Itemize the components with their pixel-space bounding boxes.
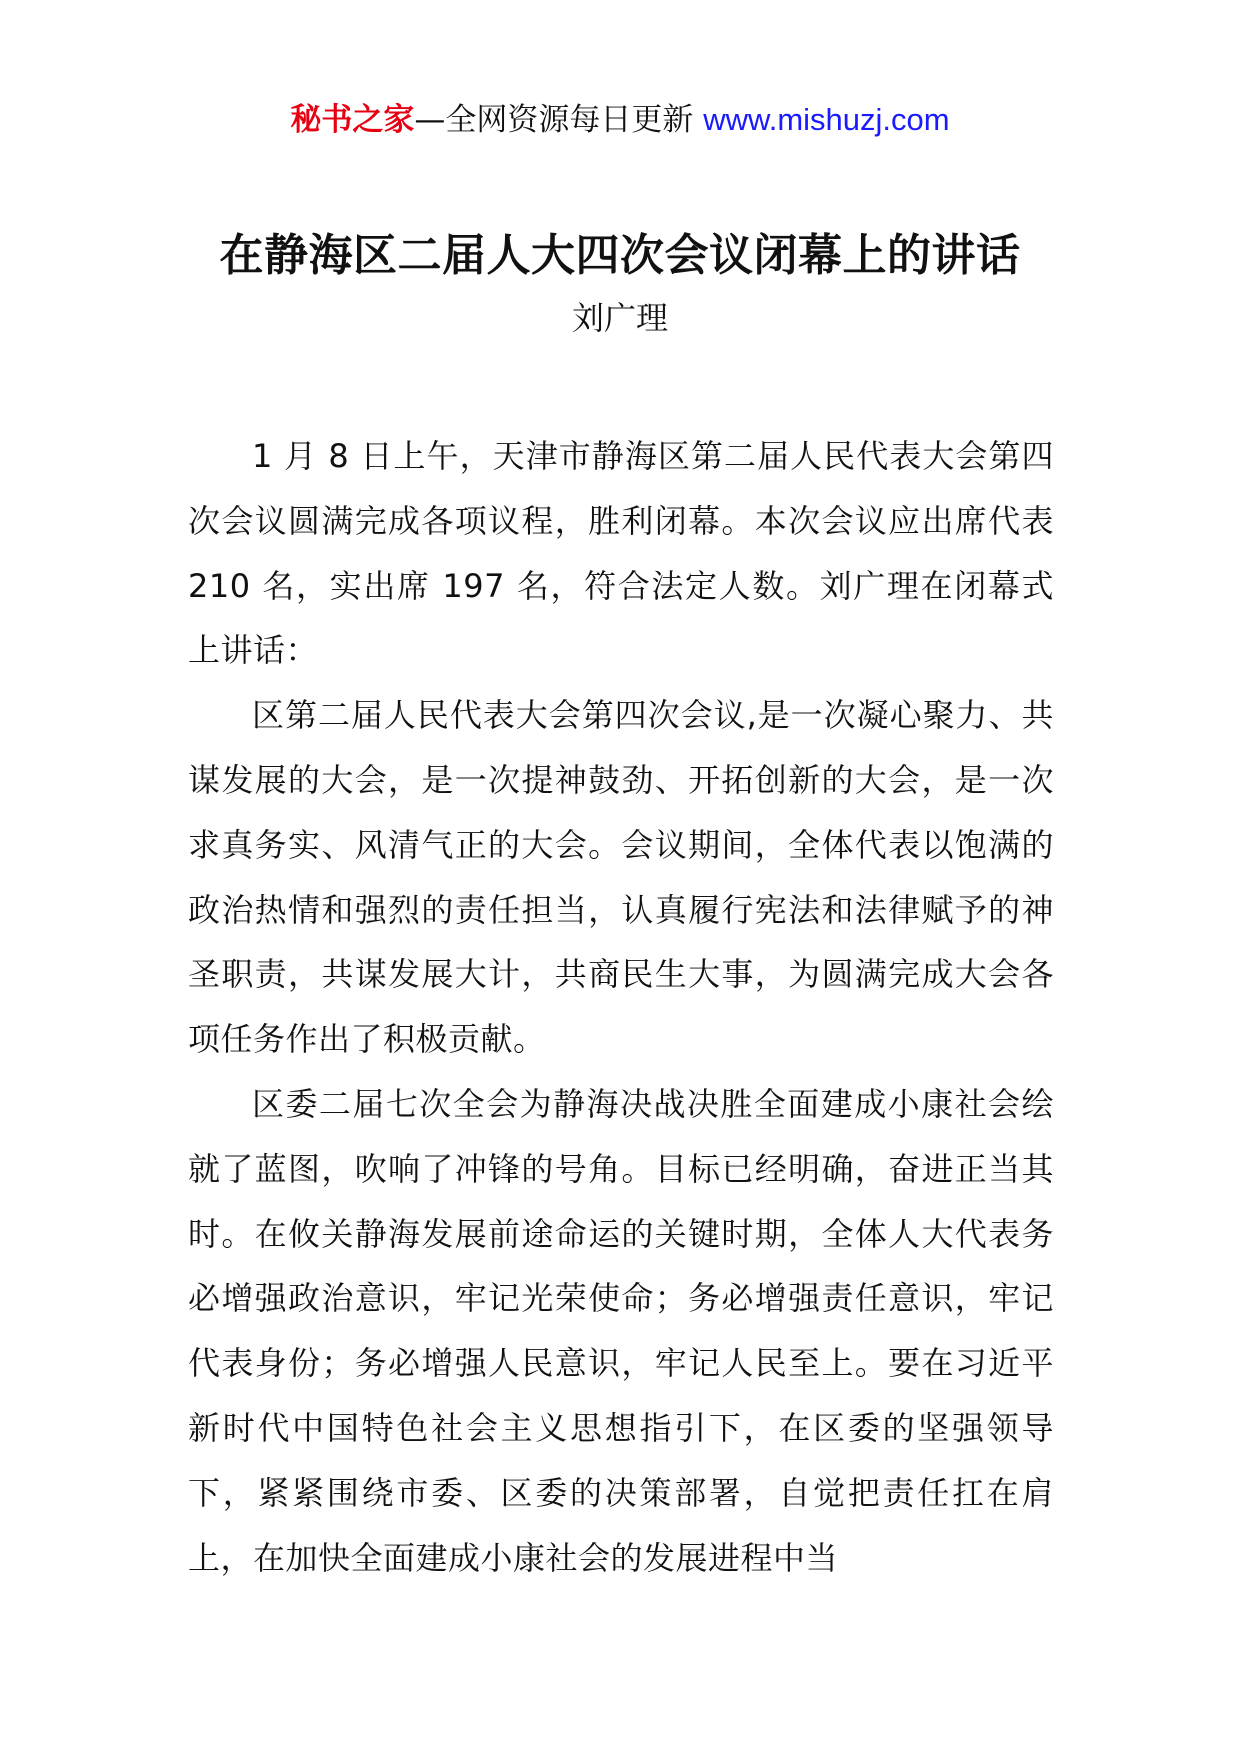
site-url-link[interactable]: www.mishuzj.com (703, 102, 950, 137)
body-paragraph: 区委二届七次全会为静海决战决胜全面建成小康社会绘就了蓝图，吹响了冲锋的号角。目标已经明确，奋进正当其时。在攸关静海发展前途命运的关键时期，全体人大代表务必增强政治意识，牢记光荣使命；务必增强责任意识，牢记代表身份；务必增强人民意识，牢记人民至上。要在习近平新时代中国特色社会主义思想指引下，在区委的坚强领导下，紧紧围绕市委、区委的决策部署，自觉把责任扛在肩上，在加快全面建成小康社会的发展进程中当 (188, 1084, 1054, 1577)
site-banner (0, 100, 1240, 140)
body-paragraph: 1 月 8 日上午，天津市静海区第二届人民代表大会第四次会议圆满完成各项议程，胜利闭幕。本次会议应出席代表 210 名，实出席 197 名，符合法定人数。刘广理在闭幕式上讲话： (188, 437, 1054, 670)
document-author: 刘广理 (571, 299, 668, 337)
banner-slogan: —全网资源每日更新 (414, 102, 704, 138)
document-body (188, 424, 1054, 1590)
brand-name: 秘书之家 (290, 102, 415, 138)
document-title: 在静海区二届人大四次会议闭幕上的讲话 (219, 230, 1021, 281)
body-paragraph: 区第二届人民代表大会第四次会议,是一次凝心聚力、共谋发展的大会，是一次提神鼓劲、开拓创新的大会，是一次求真务实、风清气正的大会。会议期间，全体代表以饱满的政治热情和强烈的责任担当，认真履行宪法和法律赋予的神圣职责，共谋发展大计，共商民生大事，为圆满完成大会各项任务作出了积极贡献。 (188, 696, 1054, 1059)
